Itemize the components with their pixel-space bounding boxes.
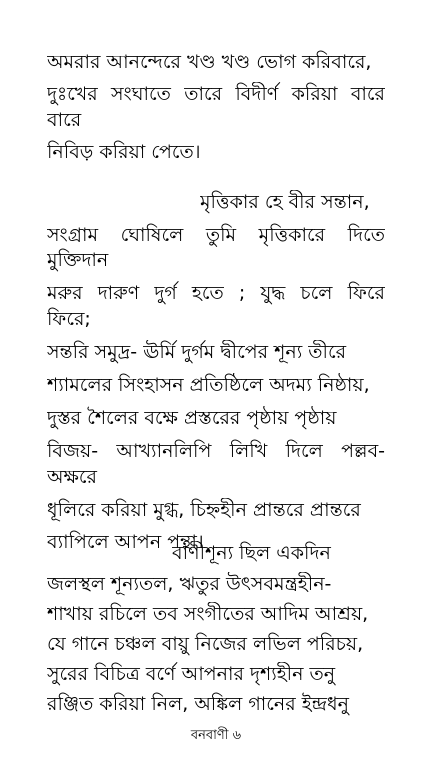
poem-line-13: বিজয়- আখ্যানলিপি লিখি দিলে পল্লব- <box>47 440 385 462</box>
poem-line-17: বাণীশূন্য ছিল একদিন <box>172 542 331 564</box>
poem-line-6: সংগ্রাম ঘোষিলে তুমি মৃত্তিকারে দিতে <box>47 224 385 246</box>
poem-line-21: সুরের বিচিত্র বর্ণে আপনার দৃশ্যহীন তনু <box>47 663 336 685</box>
page-footer: বনবাণী ৬ <box>190 728 242 743</box>
poem-line-19: শাখায় রচিলে তব সংগীতের আদিম আশ্রয়, <box>47 603 369 625</box>
poem-line-10: সন্তরি সমুদ্র- ঊর্মি দুর্গম দ্বীপের শূন্য তীরে <box>47 341 347 363</box>
poem-line-9: ফিরে; <box>47 308 91 330</box>
poem-line-14: অক্ষরে <box>47 466 97 488</box>
poem-line-11: শ্যামলের সিংহাসন প্রতিষ্ঠিলে অদম্য নিষ্ঠায়, <box>47 374 370 396</box>
poem-line-5: মৃত্তিকার হে বীর সন্তান, <box>200 191 370 213</box>
poem-line-12: দুস্তর শৈলের বক্ষে প্রস্তরের পৃষ্ঠায় পৃষ্ঠায় <box>47 407 337 429</box>
poem-line-3: বারে <box>47 109 82 131</box>
poem-line-22: রঞ্জিত করিয়া নিল, অঙ্কিল গানের ইন্দ্রধনু <box>47 693 349 715</box>
poem-line-20: যে গানে চঞ্চল বায়ু নিজের লভিল পরিচয়, <box>47 633 364 655</box>
poem-line-18: জলস্থল শূন্যতল, ঋতুর উৎসবমন্ত্রহীন- <box>47 573 332 595</box>
poem-line-16: ব্যাপিলে আপন পন্থা। <box>47 531 204 553</box>
poem-line-7: মুক্তিদান <box>47 249 109 271</box>
poem-line-4: নিবিড় করিয়া পেতে। <box>47 141 201 163</box>
poem-line-8: মরুর দারুণ দুর্গ হতে ; যুদ্ধ চলে ফিরে <box>47 282 385 304</box>
poem-line-1: অমরার আনন্দেরে খণ্ড খণ্ড ভোগ করিবারে, <box>47 51 372 73</box>
poem-line-2: দুঃখের সংঘাতে তারে বিদীর্ণ করিয়া বারে <box>47 83 385 105</box>
poem-line-15: ধূলিরে করিয়া মুগ্ধ, চিহ্নহীন প্রান্তরে প্রান্তরে <box>47 499 361 521</box>
